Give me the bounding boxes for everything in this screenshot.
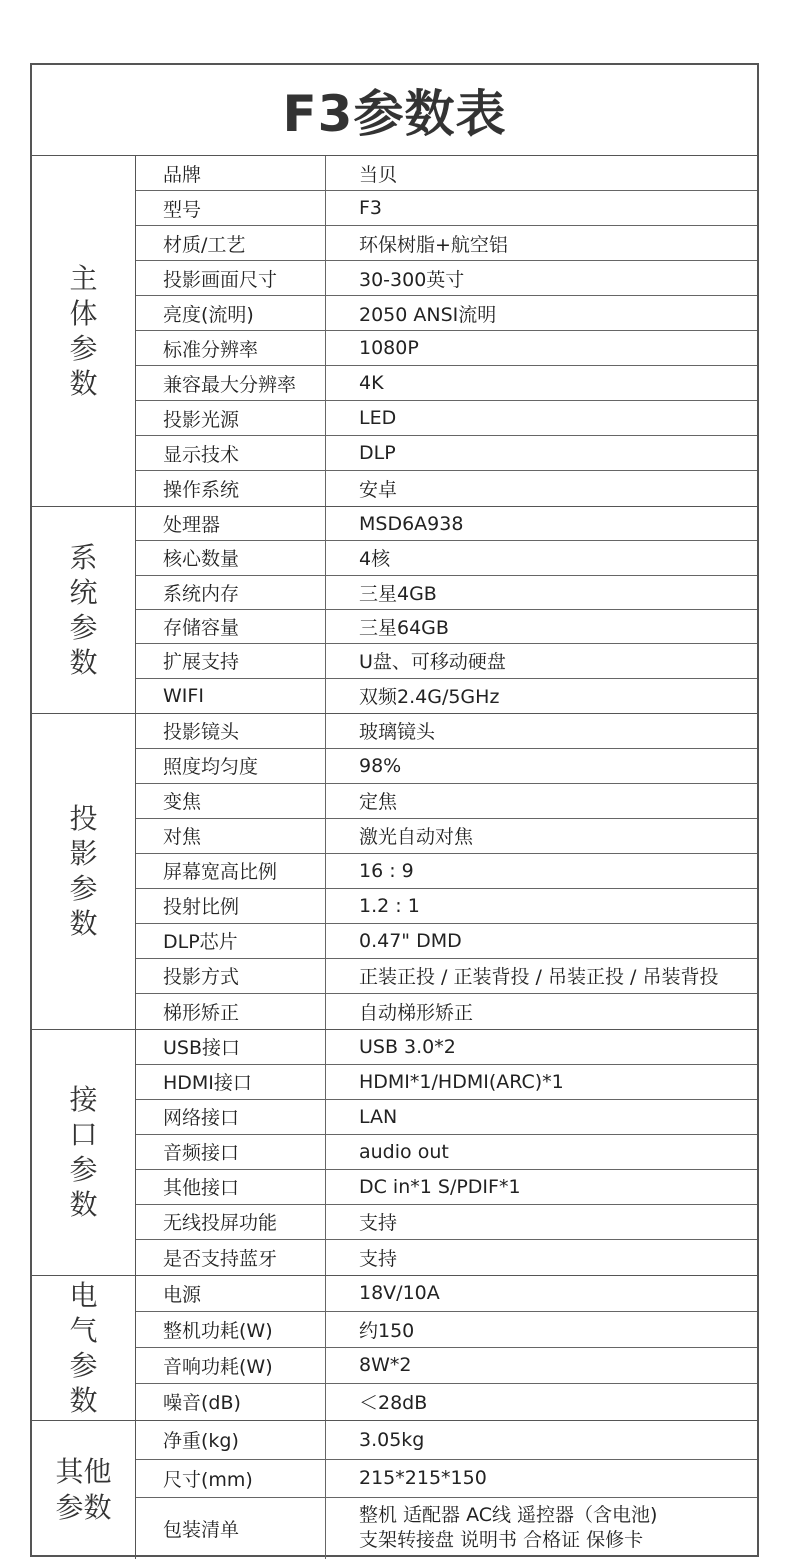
- table-row: [136, 994, 757, 1029]
- section: [32, 1030, 757, 1276]
- table-row: [136, 889, 757, 924]
- section-label-text: 投影参数: [69, 802, 98, 941]
- table-row: [136, 1100, 757, 1135]
- table-row: [136, 714, 757, 749]
- section: [32, 714, 757, 1030]
- table-row: [136, 1348, 757, 1384]
- spec-value: [326, 1498, 757, 1559]
- spec-key: 显示技术: [136, 436, 326, 470]
- table-row: [136, 331, 757, 366]
- spec-key: USB接口: [136, 1030, 326, 1064]
- section-label-text: 电气参数: [69, 1278, 98, 1417]
- table-row: [136, 507, 757, 541]
- spec-key: 存储容量: [136, 610, 326, 643]
- table-row: [136, 471, 757, 506]
- table-row: [136, 1460, 757, 1498]
- spec-value: 当贝: [359, 163, 398, 186]
- spec-key: 尺寸(mm): [136, 1460, 326, 1497]
- table-row: [136, 226, 757, 261]
- spec-key: 音响功耗(W): [136, 1348, 326, 1383]
- spec-value: LAN: [359, 1105, 398, 1128]
- table-row: [136, 610, 757, 644]
- spec-key: DLP芯片: [136, 924, 326, 958]
- spec-key: 系统内存: [136, 576, 326, 609]
- page-title: F3参数表: [32, 65, 757, 156]
- spec-table: [30, 63, 759, 1557]
- spec-key: 扩展支持: [136, 644, 326, 677]
- spec-value: 4K: [359, 372, 384, 394]
- spec-key: 电源: [136, 1276, 326, 1311]
- spec-value: 约150: [359, 1319, 415, 1342]
- section-label: [32, 507, 136, 713]
- spec-key: 对焦: [136, 819, 326, 853]
- spec-value: 8W*2: [359, 1354, 412, 1377]
- section-label: [32, 156, 136, 506]
- table-row: [136, 1205, 757, 1240]
- spec-value: 支持: [359, 1247, 398, 1270]
- spec-key: 变焦: [136, 784, 326, 818]
- spec-value: 玻璃镜头: [359, 721, 436, 744]
- spec-key: 型号: [136, 191, 326, 225]
- spec-key: WIFI: [136, 679, 326, 713]
- spec-value: 30-300英寸: [359, 268, 465, 291]
- section-label: [32, 1276, 136, 1420]
- section-rows: [136, 507, 757, 713]
- spec-value: MSD6A938: [359, 512, 464, 535]
- table-row: [136, 679, 757, 713]
- table-row: [136, 1312, 757, 1348]
- section-rows: [136, 1421, 757, 1559]
- spec-key: 材质/工艺: [136, 226, 326, 260]
- table-row: [136, 1421, 757, 1460]
- table-row: [136, 541, 757, 575]
- table-row: [136, 436, 757, 471]
- spec-value: 1.2 : 1: [359, 894, 420, 917]
- table-row: [136, 1170, 757, 1205]
- spec-key: HDMI接口: [136, 1065, 326, 1099]
- table-row: [136, 191, 757, 226]
- spec-key: 净重(kg): [136, 1421, 326, 1459]
- spec-value: 215*215*150: [359, 1467, 487, 1490]
- spec-key: 操作系统: [136, 471, 326, 506]
- table-row: [136, 1065, 757, 1100]
- spec-key: 照度均匀度: [136, 749, 326, 783]
- section-rows: [136, 156, 757, 506]
- table-row: [136, 1240, 757, 1275]
- spec-value: DLP: [359, 442, 396, 464]
- section-label-text: 主体参数: [69, 262, 98, 400]
- spec-key: 是否支持蓝牙: [136, 1240, 326, 1275]
- spec-value: 环保树脂+航空铝: [359, 233, 508, 256]
- spec-value: 自动梯形矫正: [359, 1001, 474, 1024]
- table-row: [136, 1276, 757, 1312]
- spec-value-line: 整机 适配器 AC线 遥控器（含电池): [359, 1504, 658, 1527]
- spec-key: 投影镜头: [136, 714, 326, 748]
- spec-value: 18V/10A: [359, 1282, 440, 1305]
- table-row: [136, 366, 757, 401]
- spec-key: 噪音(dB): [136, 1384, 326, 1420]
- spec-value: F3: [359, 197, 383, 219]
- table-row: [136, 1498, 757, 1559]
- spec-key: 屏幕宽高比例: [136, 854, 326, 888]
- table-row: [136, 959, 757, 994]
- spec-key: 投影光源: [136, 401, 326, 435]
- section: [32, 156, 757, 507]
- section-rows: [136, 1276, 757, 1420]
- table-row: [136, 1030, 757, 1065]
- spec-value: 4核: [359, 548, 391, 571]
- spec-value: audio out: [359, 1140, 449, 1163]
- spec-value: 双频2.4G/5GHz: [359, 686, 500, 709]
- table-row: [136, 784, 757, 819]
- spec-key: 标准分辨率: [136, 331, 326, 365]
- spec-key: 兼容最大分辨率: [136, 366, 326, 400]
- spec-value: ＜28dB: [359, 1392, 428, 1415]
- table-row: [136, 1135, 757, 1170]
- table-row: [136, 1384, 757, 1420]
- spec-value: USB 3.0*2: [359, 1035, 456, 1058]
- spec-key: 其他接口: [136, 1170, 326, 1204]
- section-rows: [136, 1030, 757, 1275]
- spec-value: 三星4GB: [359, 582, 437, 605]
- table-row: [136, 819, 757, 854]
- spec-value: 2050 ANSI流明: [359, 303, 497, 326]
- spec-value: 支持: [359, 1212, 398, 1235]
- table-row: [136, 261, 757, 296]
- spec-value: 安卓: [359, 479, 398, 501]
- spec-value-line: 支架转接盘 说明书 合格证 保修卡: [359, 1529, 644, 1552]
- spec-value: 98%: [359, 754, 402, 777]
- table-row: [136, 924, 757, 959]
- spec-value: 激光自动对焦: [359, 826, 474, 849]
- spec-value: DC in*1 S/PDIF*1: [359, 1175, 521, 1198]
- table-row: [136, 401, 757, 436]
- spec-key: 音频接口: [136, 1135, 326, 1169]
- spec-key: 核心数量: [136, 541, 326, 574]
- spec-key: 品牌: [136, 156, 326, 190]
- spec-value: 正装正投 / 正装背投 / 吊装正投 / 吊装背投: [359, 966, 719, 989]
- table-row: [136, 854, 757, 889]
- spec-value: U盘、可移动硬盘: [359, 651, 506, 674]
- spec-key: 投影方式: [136, 959, 326, 993]
- section-label: [32, 1030, 136, 1275]
- section-label-text: 接口参数: [69, 1083, 98, 1222]
- spec-key: 处理器: [136, 507, 326, 540]
- spec-value: 三星64GB: [359, 617, 449, 640]
- spec-sections: [32, 156, 757, 1559]
- spec-value: 3.05kg: [359, 1428, 425, 1451]
- section: [32, 507, 757, 714]
- spec-value: LED: [359, 407, 397, 429]
- spec-key: 整机功耗(W): [136, 1312, 326, 1347]
- section: [32, 1421, 757, 1559]
- section-label-text: 其他参数: [55, 1454, 112, 1524]
- spec-value: 定焦: [359, 791, 398, 814]
- table-row: [136, 644, 757, 678]
- spec-key: 投射比例: [136, 889, 326, 923]
- table-row: [136, 156, 757, 191]
- spec-value: 1080P: [359, 337, 419, 359]
- section-label-text: 系统参数: [69, 540, 98, 679]
- spec-value: 0.47" DMD: [359, 929, 462, 952]
- section-label: [32, 1421, 136, 1559]
- section-label: [32, 714, 136, 1029]
- spec-key: 包装清单: [136, 1498, 326, 1559]
- section-rows: [136, 714, 757, 1029]
- spec-key: 亮度(流明): [136, 296, 326, 330]
- table-row: [136, 296, 757, 331]
- spec-key: 网络接口: [136, 1100, 326, 1134]
- spec-key: 无线投屏功能: [136, 1205, 326, 1239]
- section: [32, 1276, 757, 1421]
- spec-value: 16 : 9: [359, 859, 414, 882]
- spec-key: 梯形矫正: [136, 994, 326, 1029]
- spec-key: 投影画面尺寸: [136, 261, 326, 295]
- table-row: [136, 576, 757, 610]
- spec-value: HDMI*1/HDMI(ARC)*1: [359, 1070, 564, 1093]
- table-row: [136, 749, 757, 784]
